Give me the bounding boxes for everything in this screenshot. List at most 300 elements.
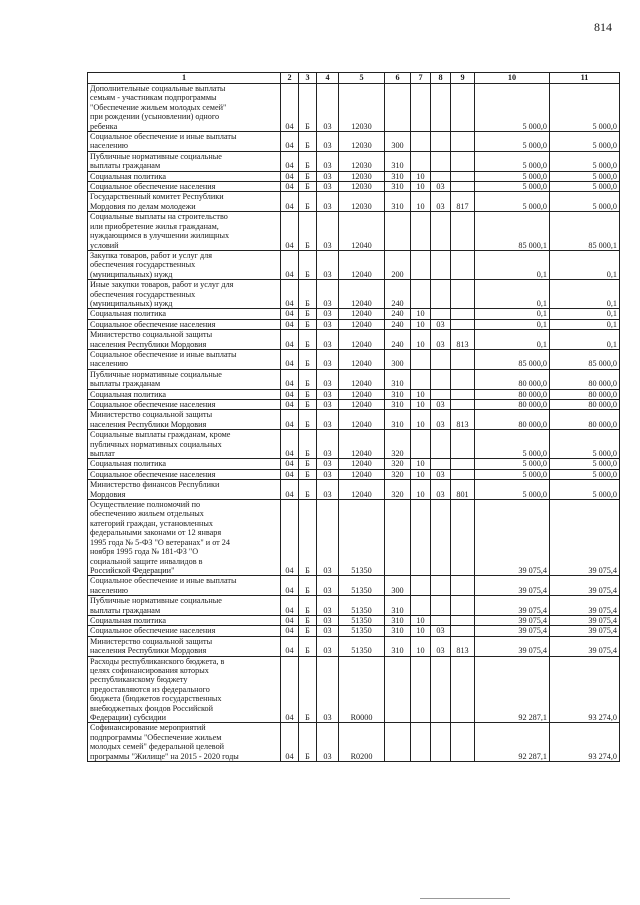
table-row [88, 319, 620, 329]
row-name: Социальная политика [88, 459, 281, 469]
expense-type [385, 212, 411, 251]
code-col-3: Б [299, 596, 317, 616]
expense-type: 320 [385, 459, 411, 469]
table-body [88, 84, 620, 762]
code-col-2: 04 [281, 576, 299, 596]
code-col-2: 04 [281, 480, 299, 500]
amount-col-10: 92 287,1 [475, 656, 550, 723]
code-col-3: Б [299, 84, 317, 132]
amount-col-11: 39 075,4 [550, 615, 620, 625]
code-col-4: 03 [317, 369, 339, 389]
code-col-3: Б [299, 500, 317, 576]
section: 10 [411, 410, 431, 430]
row-name: Социальное обеспечение населения [88, 469, 281, 479]
code-col-2: 04 [281, 151, 299, 171]
expense-type: 310 [385, 626, 411, 636]
target-article: 12040 [339, 250, 385, 279]
table-row [88, 309, 620, 319]
code-col-2: 04 [281, 469, 299, 479]
subsection: 03 [431, 192, 451, 212]
code-col-3: Б [299, 469, 317, 479]
code-col-2: 04 [281, 171, 299, 181]
row-name: Софинансирование мероприятий подпрограммы "Обеспечение жильем молодых семей" федеральной целевой программы "Жилище" на 2015 - 2020 годы [88, 723, 281, 762]
code-col-4: 03 [317, 626, 339, 636]
amount-col-11: 80 000,0 [550, 389, 620, 399]
code-col-3: Б [299, 656, 317, 723]
amount-col-10: 80 000,0 [475, 369, 550, 389]
code-col-4: 03 [317, 192, 339, 212]
table-row [88, 349, 620, 369]
amount-col-11: 0,1 [550, 309, 620, 319]
code-col-3: Б [299, 192, 317, 212]
ministry [451, 369, 475, 389]
row-name: Социальная политика [88, 615, 281, 625]
subsection [431, 309, 451, 319]
code-col-4: 03 [317, 84, 339, 132]
row-name: Дополнительные социальные выплаты семьям - участникам подпрограммы "Обеспечение жильем молодых семей" при рождении (усыновлении) одного ребенка [88, 84, 281, 132]
subsection [431, 656, 451, 723]
amount-col-11: 5 000,0 [550, 480, 620, 500]
table-row [88, 192, 620, 212]
ministry: 801 [451, 480, 475, 500]
section [411, 250, 431, 279]
code-col-2: 04 [281, 309, 299, 319]
amount-col-10: 0,1 [475, 319, 550, 329]
row-name: Социальное обеспечение населения [88, 626, 281, 636]
amount-col-10: 39 075,4 [475, 576, 550, 596]
column-header: 2 [281, 73, 299, 84]
table-row [88, 182, 620, 192]
code-col-4: 03 [317, 469, 339, 479]
section [411, 656, 431, 723]
scan-mark [420, 898, 510, 899]
expense-type: 310 [385, 636, 411, 656]
section: 10 [411, 459, 431, 469]
code-col-3: Б [299, 615, 317, 625]
code-col-4: 03 [317, 636, 339, 656]
table-row [88, 400, 620, 410]
row-name: Министерство социальной защиты населения Республики Мордовия [88, 410, 281, 430]
amount-col-10: 39 075,4 [475, 500, 550, 576]
amount-col-10: 5 000,0 [475, 430, 550, 459]
target-article: 12030 [339, 192, 385, 212]
amount-col-10: 0,1 [475, 280, 550, 309]
amount-col-11: 0,1 [550, 330, 620, 350]
page-number: 814 [594, 20, 612, 34]
row-name: Публичные нормативные социальные выплаты гражданам [88, 369, 281, 389]
table-row [88, 410, 620, 430]
column-header: 4 [317, 73, 339, 84]
code-col-4: 03 [317, 330, 339, 350]
amount-col-11: 39 075,4 [550, 596, 620, 616]
code-col-3: Б [299, 330, 317, 350]
target-article: 51350 [339, 596, 385, 616]
subsection [431, 212, 451, 251]
code-col-2: 04 [281, 615, 299, 625]
section: 10 [411, 400, 431, 410]
amount-col-10: 5 000,0 [475, 480, 550, 500]
expense-type: 240 [385, 330, 411, 350]
code-col-4: 03 [317, 596, 339, 616]
amount-col-10: 5 000,0 [475, 469, 550, 479]
table-row [88, 151, 620, 171]
code-col-4: 03 [317, 459, 339, 469]
code-col-2: 04 [281, 459, 299, 469]
section [411, 596, 431, 616]
row-name: Социальное обеспечение населения [88, 319, 281, 329]
code-col-4: 03 [317, 389, 339, 399]
column-header: 6 [385, 73, 411, 84]
expense-type: 310 [385, 192, 411, 212]
table-row [88, 280, 620, 309]
code-col-2: 04 [281, 636, 299, 656]
target-article: 51350 [339, 626, 385, 636]
amount-col-11: 0,1 [550, 319, 620, 329]
table-row [88, 171, 620, 181]
row-name: Социальная политика [88, 309, 281, 319]
code-col-2: 04 [281, 596, 299, 616]
table-row [88, 626, 620, 636]
code-col-2: 04 [281, 319, 299, 329]
subsection [431, 280, 451, 309]
section [411, 349, 431, 369]
code-col-3: Б [299, 626, 317, 636]
section [411, 430, 431, 459]
subsection [431, 132, 451, 152]
row-name: Закупка товаров, работ и услуг для обеспечения государственных (муниципальных) нужд [88, 250, 281, 279]
amount-col-11: 5 000,0 [550, 171, 620, 181]
section: 10 [411, 192, 431, 212]
target-article: 12040 [339, 330, 385, 350]
target-article: 12040 [339, 349, 385, 369]
amount-col-10: 0,1 [475, 309, 550, 319]
code-col-4: 03 [317, 182, 339, 192]
amount-col-11: 39 075,4 [550, 636, 620, 656]
target-article: R0200 [339, 723, 385, 762]
expense-type: 310 [385, 400, 411, 410]
ministry [451, 319, 475, 329]
amount-col-11: 5 000,0 [550, 459, 620, 469]
target-article: 12030 [339, 151, 385, 171]
amount-col-11: 5 000,0 [550, 182, 620, 192]
code-col-3: Б [299, 459, 317, 469]
subsection [431, 84, 451, 132]
code-col-2: 04 [281, 400, 299, 410]
code-col-3: Б [299, 212, 317, 251]
code-col-2: 04 [281, 430, 299, 459]
ministry [451, 500, 475, 576]
target-article: 12040 [339, 280, 385, 309]
expense-type: 300 [385, 576, 411, 596]
subsection [431, 171, 451, 181]
section: 10 [411, 636, 431, 656]
amount-col-11: 5 000,0 [550, 192, 620, 212]
amount-col-10: 85 000,0 [475, 349, 550, 369]
code-col-2: 04 [281, 410, 299, 430]
code-col-3: Б [299, 349, 317, 369]
expense-type: 310 [385, 410, 411, 430]
row-name: Министерство социальной защиты населения Республики Мордовия [88, 636, 281, 656]
amount-col-11: 80 000,0 [550, 369, 620, 389]
row-name: Публичные нормативные социальные выплаты гражданам [88, 596, 281, 616]
ministry [451, 309, 475, 319]
ministry [451, 84, 475, 132]
section [411, 500, 431, 576]
code-col-3: Б [299, 151, 317, 171]
subsection: 03 [431, 400, 451, 410]
column-header: 8 [431, 73, 451, 84]
amount-col-11: 5 000,0 [550, 132, 620, 152]
table-row [88, 596, 620, 616]
code-col-4: 03 [317, 500, 339, 576]
amount-col-10: 5 000,0 [475, 192, 550, 212]
expense-type: 310 [385, 369, 411, 389]
section: 10 [411, 319, 431, 329]
amount-col-10: 5 000,0 [475, 84, 550, 132]
ministry [451, 626, 475, 636]
code-col-3: Б [299, 132, 317, 152]
amount-col-10: 80 000,0 [475, 389, 550, 399]
ministry [451, 615, 475, 625]
ministry [451, 576, 475, 596]
code-col-3: Б [299, 309, 317, 319]
expense-type: 310 [385, 389, 411, 399]
target-article: 12040 [339, 459, 385, 469]
code-col-4: 03 [317, 212, 339, 251]
expense-type: 300 [385, 349, 411, 369]
target-article: 12040 [339, 430, 385, 459]
expense-type: 310 [385, 596, 411, 616]
table-row [88, 576, 620, 596]
row-name: Социальное обеспечение населения [88, 400, 281, 410]
ministry: 813 [451, 636, 475, 656]
amount-col-10: 85 000,1 [475, 212, 550, 251]
code-col-4: 03 [317, 280, 339, 309]
amount-col-10: 80 000,0 [475, 410, 550, 430]
target-article: 12040 [339, 469, 385, 479]
table-row [88, 389, 620, 399]
table-row [88, 212, 620, 251]
table-row [88, 132, 620, 152]
target-article: 51350 [339, 615, 385, 625]
amount-col-11: 85 000,0 [550, 349, 620, 369]
subsection: 03 [431, 469, 451, 479]
column-header: 7 [411, 73, 431, 84]
table-row [88, 250, 620, 279]
code-col-2: 04 [281, 389, 299, 399]
code-col-2: 04 [281, 132, 299, 152]
code-col-4: 03 [317, 410, 339, 430]
table-row [88, 480, 620, 500]
amount-col-11: 5 000,0 [550, 469, 620, 479]
row-name: Министерство финансов Республики Мордовия [88, 480, 281, 500]
code-col-2: 04 [281, 656, 299, 723]
expense-type: 310 [385, 182, 411, 192]
target-article: 51350 [339, 636, 385, 656]
code-col-2: 04 [281, 280, 299, 309]
amount-col-11: 0,1 [550, 280, 620, 309]
amount-col-11: 85 000,1 [550, 212, 620, 251]
code-col-4: 03 [317, 309, 339, 319]
subsection [431, 349, 451, 369]
amount-col-10: 39 075,4 [475, 636, 550, 656]
target-article: 12040 [339, 309, 385, 319]
amount-col-10: 5 000,0 [475, 459, 550, 469]
code-col-2: 04 [281, 250, 299, 279]
amount-col-10: 92 287,1 [475, 723, 550, 762]
amount-col-11: 80 000,0 [550, 410, 620, 430]
row-name: Публичные нормативные социальные выплаты гражданам [88, 151, 281, 171]
table-row [88, 469, 620, 479]
code-col-4: 03 [317, 400, 339, 410]
column-header: 9 [451, 73, 475, 84]
subsection [431, 151, 451, 171]
ministry [451, 280, 475, 309]
code-col-4: 03 [317, 723, 339, 762]
row-name: Государственный комитет Республики Мордовия по делам молодежи [88, 192, 281, 212]
table-row [88, 430, 620, 459]
ministry [451, 182, 475, 192]
header-row [88, 73, 620, 84]
subsection [431, 615, 451, 625]
target-article: 12040 [339, 389, 385, 399]
target-article: 12030 [339, 132, 385, 152]
code-col-2: 04 [281, 330, 299, 350]
section: 10 [411, 309, 431, 319]
section: 10 [411, 171, 431, 181]
table-row [88, 459, 620, 469]
ministry: 813 [451, 410, 475, 430]
code-col-3: Б [299, 319, 317, 329]
subsection: 03 [431, 330, 451, 350]
subsection [431, 250, 451, 279]
expense-type [385, 656, 411, 723]
expense-type [385, 500, 411, 576]
code-col-4: 03 [317, 319, 339, 329]
ministry [451, 250, 475, 279]
section: 10 [411, 480, 431, 500]
code-col-3: Б [299, 430, 317, 459]
subsection [431, 389, 451, 399]
code-col-2: 04 [281, 212, 299, 251]
subsection [431, 369, 451, 389]
amount-col-11: 0,1 [550, 250, 620, 279]
table-row [88, 636, 620, 656]
code-col-4: 03 [317, 480, 339, 500]
amount-col-10: 5 000,0 [475, 182, 550, 192]
code-col-3: Б [299, 410, 317, 430]
subsection: 03 [431, 182, 451, 192]
section [411, 132, 431, 152]
amount-col-10: 39 075,4 [475, 615, 550, 625]
section [411, 280, 431, 309]
ministry [451, 723, 475, 762]
section [411, 212, 431, 251]
expense-type: 310 [385, 171, 411, 181]
section [411, 723, 431, 762]
row-name: Иные закупки товаров, работ и услуг для обеспечения государственных (муниципальных) нужд [88, 280, 281, 309]
code-col-4: 03 [317, 576, 339, 596]
target-article: 12030 [339, 182, 385, 192]
subsection: 03 [431, 626, 451, 636]
budget-table [87, 72, 620, 762]
expense-type: 320 [385, 480, 411, 500]
table-row [88, 500, 620, 576]
ministry: 817 [451, 192, 475, 212]
table-row [88, 656, 620, 723]
expense-type [385, 723, 411, 762]
row-name: Министерство социальной защиты населения Республики Мордовия [88, 330, 281, 350]
ministry [451, 459, 475, 469]
target-article: 12030 [339, 84, 385, 132]
code-col-2: 04 [281, 192, 299, 212]
code-col-2: 04 [281, 349, 299, 369]
code-col-4: 03 [317, 349, 339, 369]
row-name: Социальные выплаты на строительство или приобретение жилья гражданам, нуждающимся в улучшении жилищных условий [88, 212, 281, 251]
section: 10 [411, 626, 431, 636]
section: 10 [411, 389, 431, 399]
section [411, 576, 431, 596]
target-article: R0000 [339, 656, 385, 723]
section: 10 [411, 330, 431, 350]
ministry [451, 430, 475, 459]
subsection: 03 [431, 319, 451, 329]
expense-type: 300 [385, 132, 411, 152]
column-header: 10 [475, 73, 550, 84]
subsection [431, 430, 451, 459]
ministry [451, 469, 475, 479]
code-col-4: 03 [317, 250, 339, 279]
section [411, 151, 431, 171]
subsection [431, 723, 451, 762]
expense-type: 200 [385, 250, 411, 279]
target-article: 12040 [339, 369, 385, 389]
code-col-3: Б [299, 182, 317, 192]
amount-col-11: 93 274,0 [550, 656, 620, 723]
code-col-3: Б [299, 369, 317, 389]
amount-col-10: 80 000,0 [475, 400, 550, 410]
amount-col-11: 39 075,4 [550, 500, 620, 576]
amount-col-10: 0,1 [475, 250, 550, 279]
code-col-3: Б [299, 250, 317, 279]
row-name: Социальная политика [88, 171, 281, 181]
row-name: Социальное обеспечение и иные выплаты населению [88, 576, 281, 596]
target-article: 12040 [339, 410, 385, 430]
amount-col-11: 5 000,0 [550, 84, 620, 132]
row-name: Социальная политика [88, 389, 281, 399]
code-col-3: Б [299, 389, 317, 399]
amount-col-10: 5 000,0 [475, 132, 550, 152]
code-col-2: 04 [281, 500, 299, 576]
table-row [88, 723, 620, 762]
row-name: Социальное обеспечение населения [88, 182, 281, 192]
amount-col-11: 39 075,4 [550, 626, 620, 636]
amount-col-10: 39 075,4 [475, 626, 550, 636]
code-col-3: Б [299, 576, 317, 596]
subsection [431, 596, 451, 616]
amount-col-11: 5 000,0 [550, 151, 620, 171]
amount-col-11: 39 075,4 [550, 576, 620, 596]
code-col-3: Б [299, 723, 317, 762]
table-row [88, 615, 620, 625]
row-name: Расходы республиканского бюджета, в целях софинансирования которых республиканскому бюджету предоставляются из федерального бюджета (бюджетов государственных внебюджетных фондов Российской Федерации) субсидии [88, 656, 281, 723]
ministry: 813 [451, 330, 475, 350]
column-header: 3 [299, 73, 317, 84]
ministry [451, 596, 475, 616]
subsection: 03 [431, 480, 451, 500]
code-col-4: 03 [317, 615, 339, 625]
ministry [451, 656, 475, 723]
